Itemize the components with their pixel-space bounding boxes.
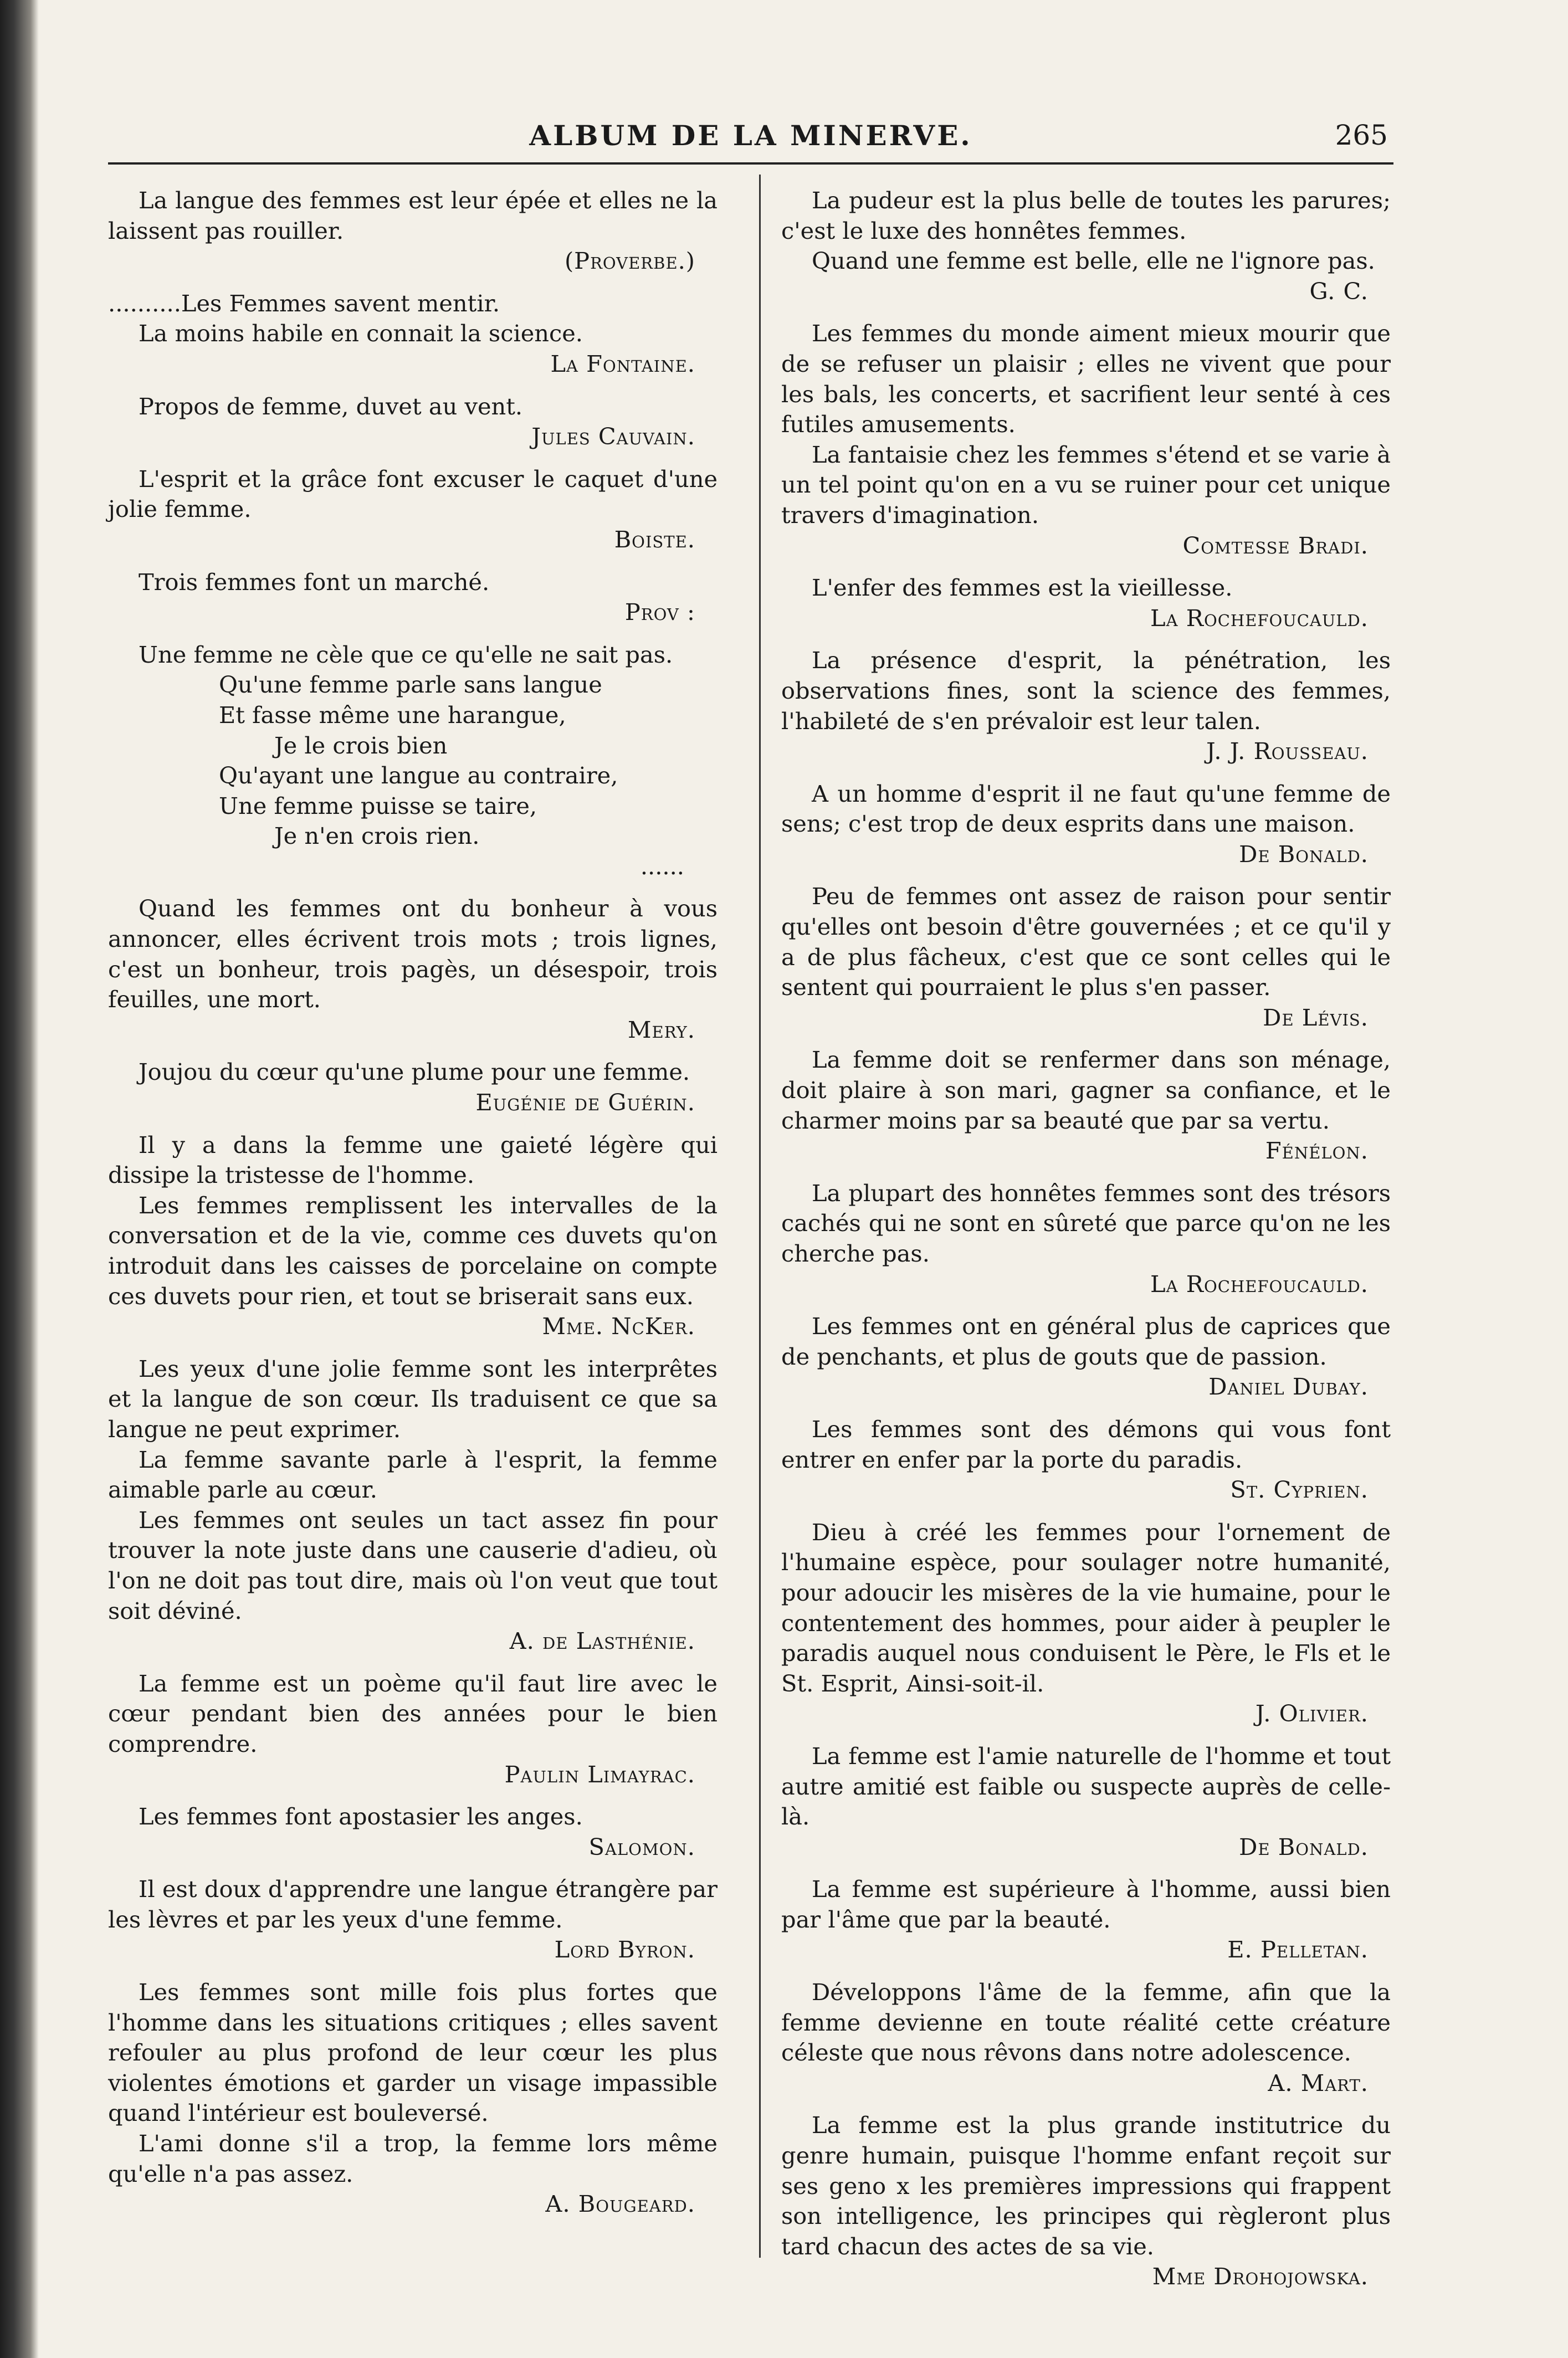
quote-text: La femme savante parle à l'esprit, la femme aimable parle au cœur. xyxy=(108,1445,718,1504)
running-header xyxy=(108,119,1393,158)
quote-text: Peu de femmes ont assez de raison pour sentir qu'elles ont besoin d'être gouvernées ; et ce qu'il y a de plus fâcheux, c'est que ce sont celles qui le sentent qui pourraient le plus s'en passer. xyxy=(781,883,1391,1001)
quote-author: Salomon. xyxy=(588,1833,695,1860)
quote-author: (Proverbe.) xyxy=(564,247,695,275)
quote-author: St. Cyprien. xyxy=(1230,1476,1369,1504)
verse-line: Qu'une femme parle sans langue xyxy=(219,671,602,699)
quote-author: J. J. Rousseau. xyxy=(1206,737,1369,765)
verse-line: Qu'ayant une langue au contraire, xyxy=(219,762,618,790)
quote-author: Comtesse Bradi. xyxy=(1182,531,1369,559)
quote-text: La langue des femmes est leur épée et elles ne la laissent pas rouiller. xyxy=(108,187,718,244)
page-title: ALBUM DE LA MINERVE. xyxy=(529,119,972,152)
verse-line: Je n'en crois rien. xyxy=(274,822,480,850)
spacer xyxy=(781,633,1391,645)
quote-text: Une femme ne cèle que ce qu'elle ne sait pas. xyxy=(139,640,673,668)
quote-author: Prov : xyxy=(624,598,695,626)
quote-author: E. Pelletan. xyxy=(1227,1936,1369,1964)
quote-author: De Bonald. xyxy=(1239,840,1369,868)
verse-line: Je le crois bien xyxy=(274,731,448,759)
spacer xyxy=(781,1505,1391,1518)
spacer xyxy=(781,767,1391,779)
quote-author: A. Mart. xyxy=(1268,2069,1369,2096)
quote-author: Mery. xyxy=(628,1016,695,1043)
page-number: 265 xyxy=(1335,119,1388,151)
quote-text: La présence d'esprit, la pénétration, les observations fines, sont la science des femmes, l'habileté de s'en prévaloir est leur talen. xyxy=(781,647,1391,735)
quote-text: Les femmes du monde aiment mieux mourir que de se refuser un plaisir ; elles ne vivent que pour les bals, les concerts, et sacrifient leur senté à ces futiles amusements. xyxy=(781,320,1391,438)
quote-author: Boiste. xyxy=(614,525,695,553)
page xyxy=(108,119,1393,2290)
quote-text: La moins habile en connait la science. xyxy=(139,320,583,347)
spacer xyxy=(108,1657,718,1669)
quote-text: Quand les femmes ont du bonheur à vous annoncer, elles écrivent trois mots ; trois lignes, c'est un bonheur, trois pagès, un désespoir, trois feuilles, une mort. xyxy=(108,895,718,1013)
quote-author: Jules Cauvain. xyxy=(531,423,695,450)
spacer xyxy=(108,1965,718,1977)
quote-text: Trois femmes font un marché. xyxy=(139,568,490,596)
right-column xyxy=(781,186,1391,2304)
spacer xyxy=(781,2098,1391,2110)
quote-text: Les femmes ont en général plus de caprices que de penchants, et plus de gouts que de passion. xyxy=(781,1313,1391,1370)
spacer xyxy=(108,2219,718,2232)
column-divider xyxy=(759,175,761,2258)
quote-author: A. Bougeard. xyxy=(545,2190,695,2218)
quote-text: L'enfer des femmes est la vieillesse. xyxy=(812,574,1233,602)
quote-text: L'esprit et la grâce font excuser le caquet d'une jolie femme. xyxy=(108,465,718,523)
spacer xyxy=(108,1118,718,1130)
spacer xyxy=(781,1033,1391,1045)
spacer xyxy=(781,869,1391,881)
spacer xyxy=(781,1729,1391,1741)
spacer xyxy=(108,555,718,567)
quote-text: La femme est supérieure à l'homme, aussi bien par l'âme que par la beauté. xyxy=(781,1875,1391,1933)
quote-author: De Lévis. xyxy=(1263,1003,1369,1031)
quote-text: Les femmes remplissent les intervalles de la conversation et de la vie, comme ces duvets qu'on introduit dans les caisses de porcelaine on compte ces duvets pour rien, et tout se briserait sans eux. xyxy=(108,1191,718,1310)
quote-text: Développons l'âme de la femme, afin que la femme devienne en toute réalité cette créature céleste que nous rêvons dans notre adolescence. xyxy=(781,1978,1391,2067)
quote-text: Dieu à créé les femmes pour l'ornement de l'humaine espèce, pour soulager notre humanité, pour adoucir les misères de la vie humaine, pour le contentement des hommes, pour aider à peupler le paradis auquel nous conduisent le Père, le Fls et le St. Esprit, Ainsi-soit-il. xyxy=(781,1518,1391,1697)
book-spine-shadow xyxy=(0,0,39,2358)
quote-text: Il est doux d'apprendre une langue étrangère par les lèvres et par les yeux d'une femme. xyxy=(108,1875,718,1933)
spacer xyxy=(108,1045,718,1057)
quote-author: Paulin Limayrac. xyxy=(504,1760,695,1788)
spacer xyxy=(781,1862,1391,1874)
quote-text: Les femmes sont des démons qui vous font entrer en enfer par la porte du paradis. xyxy=(781,1415,1391,1473)
quote-author: La Rochefoucauld. xyxy=(1150,1270,1369,1298)
quote-text: Les femmes ont seules un tact assez fin pour trouver la note juste dans une causerie d'adieu, où l'on ne doit pas tout dire, mais où l'on veut que tout soit déviné. xyxy=(108,1506,718,1624)
quote-author: La Fontaine. xyxy=(550,350,695,377)
quote-text: A un homme d'esprit il ne faut qu'une femme de sens; c'est trop de deux esprits dans une maison. xyxy=(781,780,1391,838)
quote-author: Mme. NcKer. xyxy=(542,1313,695,1340)
left-column xyxy=(108,186,718,2232)
quote-text: Les yeux d'une jolie femme sont les interprêtes et la langue de son cœur. Ils traduisent ce que sa langue ne peut exprimer. xyxy=(108,1355,718,1443)
quote-author: G. C. xyxy=(1309,277,1369,305)
spacer xyxy=(108,452,718,464)
quote-text: ..........Les Femmes savent mentir. xyxy=(108,289,500,317)
spacer xyxy=(781,1166,1391,1178)
quote-text: Les femmes font apostasier les anges. xyxy=(139,1803,583,1831)
quote-text: La plupart des honnêtes femmes sont des trésors cachés qui ne sont en sûreté que parce qu'on ne les cherche pas. xyxy=(781,1179,1391,1267)
quote-author: La Rochefoucauld. xyxy=(1150,604,1369,632)
verse-line: Une femme puisse se taire, xyxy=(219,792,537,819)
spacer xyxy=(108,1342,718,1354)
quote-author: Eugénie de Guérin. xyxy=(475,1089,695,1116)
quote-author: Lord Byron. xyxy=(554,1936,695,1964)
ellipsis-separator: ...... xyxy=(640,852,684,880)
spacer xyxy=(781,561,1391,573)
spacer xyxy=(108,380,718,392)
quote-text: La fantaisie chez les femmes s'étend et se varie à un tel point qu'on en a vu se ruiner pour cet unique travers d'imagination. xyxy=(781,440,1391,529)
spacer xyxy=(108,276,718,289)
quote-text: Joujou du cœur qu'une plume pour une femme. xyxy=(139,1058,690,1086)
quote-text: Propos de femme, duvet au vent. xyxy=(139,392,523,420)
header-rule xyxy=(108,162,1393,165)
quote-author: De Bonald. xyxy=(1239,1833,1369,1860)
quote-author: Daniel Dubay. xyxy=(1208,1373,1369,1401)
quote-text: La femme est l'amie naturelle de l'homme et tout autre amitié est faible ou suspecte auprès de celle-là. xyxy=(781,1742,1391,1831)
spacer xyxy=(781,1299,1391,1311)
quote-text: La pudeur est la plus belle de toutes les parures; c'est le luxe des honnêtes femmes. xyxy=(781,187,1391,244)
quote-author: J. Olivier. xyxy=(1255,1700,1369,1728)
spacer xyxy=(108,1790,718,1802)
verse-line: Et fasse même une harangue, xyxy=(219,701,566,729)
quote-author: Fénélon. xyxy=(1265,1137,1369,1165)
spacer xyxy=(781,306,1391,319)
spacer xyxy=(108,628,718,640)
quote-text: Les femmes sont mille fois plus fortes que l'homme dans les situations critiques ; elles savent refouler au plus profond de leur cœur les plus violentes émotions et garder un visage impassible quand l'intérieur est bouleversé. xyxy=(108,1978,718,2127)
spacer xyxy=(108,881,718,894)
quote-text: La femme est un poème qu'il faut lire avec le cœur pendant bien des années pour le bien comprendre. xyxy=(108,1669,718,1757)
quote-text: L'ami donne s'il a trop, la femme lors même qu'elle n'a pas assez. xyxy=(108,2130,718,2187)
quote-text: Il y a dans la femme une gaieté légère qui dissipe la tristesse de l'homme. xyxy=(108,1131,718,1189)
spacer xyxy=(781,1965,1391,1977)
quote-author: A. de Lasthénie. xyxy=(509,1627,695,1655)
quote-text: La femme doit se renfermer dans son ménage, doit plaire à son mari, gagner sa confiance, et le charmer moins par sa beauté que par sa vertu. xyxy=(781,1046,1391,1134)
quote-author: Mme Drohojowska. xyxy=(1152,2263,1369,2290)
quote-text: Quand une femme est belle, elle ne l'ignore pas. xyxy=(812,247,1375,275)
spacer xyxy=(108,1862,718,1874)
spacer xyxy=(781,2292,1391,2304)
quote-text: La femme est la plus grande institutrice du genre humain, puisque l'homme enfant reçoit sur ses geno x les premières impressions qui frappent son intelligence, les principes qui règleront plus tard chacun des actes de sa vie. xyxy=(781,2111,1391,2260)
spacer xyxy=(781,1402,1391,1414)
